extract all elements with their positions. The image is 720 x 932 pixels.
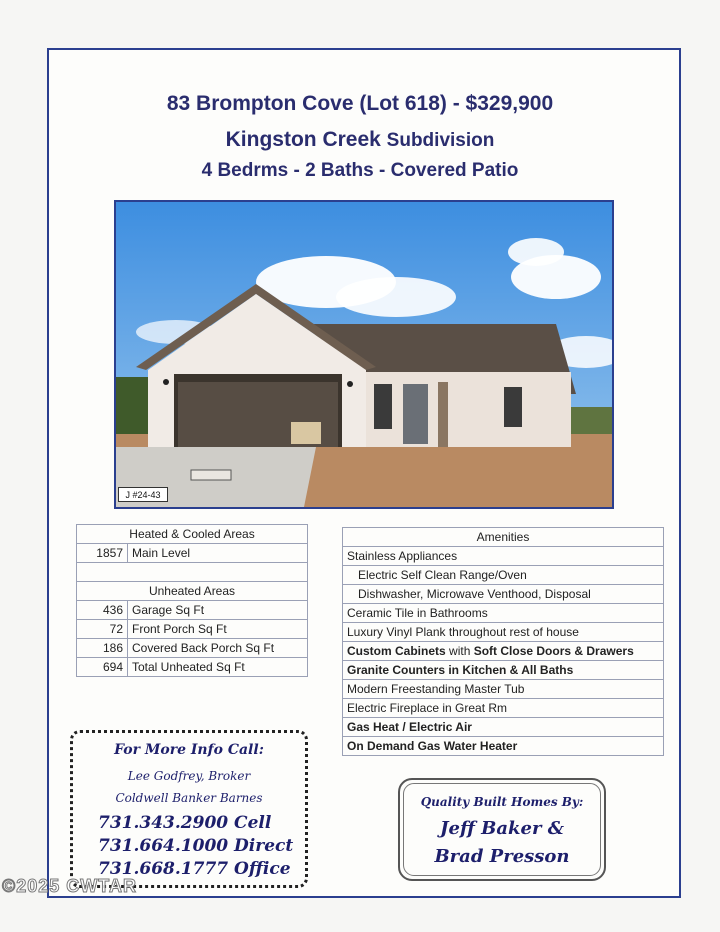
builder-name-1: Jeff Baker & (440, 818, 564, 839)
amenity-item: Ceramic Tile in Bathrooms (343, 604, 664, 623)
amenity-item: Gas Heat / Electric Air (343, 718, 664, 737)
area-label: Covered Back Porch Sq Ft (128, 639, 308, 658)
table-row (77, 620, 308, 639)
builder-box (398, 778, 606, 881)
photo-job-tag: J #24-43 (118, 487, 168, 502)
subdivision-name: Kingston Creek (225, 128, 381, 151)
contact-title: For More Info Call: (114, 742, 264, 758)
table-row (343, 718, 664, 737)
builder-name-2: Brad Presson (434, 846, 570, 867)
address-price-heading: 83 Brompton Cove (Lot 618) - $329,900 (166, 92, 554, 115)
areas-table (76, 524, 308, 677)
area-value: 694 (77, 658, 128, 677)
contact-box (70, 730, 308, 888)
table-row (77, 582, 308, 601)
area-label: Garage Sq Ft (128, 601, 308, 620)
amenities-table (342, 527, 664, 756)
area-value: 72 (77, 620, 128, 639)
house-illustration (116, 202, 612, 507)
builder-intro: Quality Built Homes By: (420, 795, 584, 809)
contact-name: Lee Godfrey, Broker (127, 769, 251, 783)
subdivision-heading (0, 128, 720, 152)
area-value: 436 (77, 601, 128, 620)
features-heading: 4 Bedrms - 2 Baths - Covered Patio (201, 160, 519, 181)
phone-office: 731.668.1777 Office (98, 859, 291, 879)
area-label: Total Unheated Sq Ft (128, 658, 308, 677)
table-row (77, 639, 308, 658)
table-row (343, 547, 664, 566)
area-value: 1857 (77, 544, 128, 563)
table-row (343, 661, 664, 680)
area-value: 186 (77, 639, 128, 658)
table-row (77, 601, 308, 620)
table-row (343, 623, 664, 642)
area-label: Front Porch Sq Ft (128, 620, 308, 639)
house-photo (114, 200, 614, 509)
table-row (343, 528, 664, 547)
subdivision-suffix: Subdivision (386, 130, 495, 151)
amenity-bold: Custom Cabinets (347, 644, 446, 658)
table-row (343, 585, 664, 604)
amenity-item: Electric Fireplace in Great Rm (343, 699, 664, 718)
amenity-connector: with (449, 644, 471, 658)
amenity-item: Stainless Appliances (343, 547, 664, 566)
unheated-header: Unheated Areas (77, 582, 308, 601)
table-row (343, 680, 664, 699)
amenity-item: Luxury Vinyl Plank throughout rest of house (343, 623, 664, 642)
amenity-item: Dishwasher, Microwave Venthood, Disposal (343, 585, 664, 604)
table-row (343, 642, 664, 661)
table-row (77, 658, 308, 677)
contact-company: Coldwell Banker Barnes (115, 791, 263, 805)
amenity-item: On Demand Gas Water Heater (343, 737, 664, 756)
amenity-item: Granite Counters in Kitchen & All Baths (343, 661, 664, 680)
amenity-item (343, 642, 664, 661)
table-row (77, 544, 308, 563)
table-row (343, 604, 664, 623)
heated-header: Heated & Cooled Areas (77, 525, 308, 544)
table-row (77, 525, 308, 544)
phone-direct: 731.664.1000 Direct (98, 836, 294, 856)
amenity-item: Modern Freestanding Master Tub (343, 680, 664, 699)
table-row (343, 737, 664, 756)
area-label: Main Level (128, 544, 308, 563)
blank-cell (77, 563, 308, 582)
amenity-item: Electric Self Clean Range/Oven (343, 566, 664, 585)
amenity-bold: Soft Close Doors & Drawers (473, 644, 634, 658)
table-row (77, 563, 308, 582)
table-row (343, 566, 664, 585)
table-row (343, 699, 664, 718)
copyright-watermark: ©2025 CWTAR (2, 876, 137, 896)
amenities-header: Amenities (343, 528, 664, 547)
phone-cell: 731.343.2900 Cell (98, 813, 272, 833)
